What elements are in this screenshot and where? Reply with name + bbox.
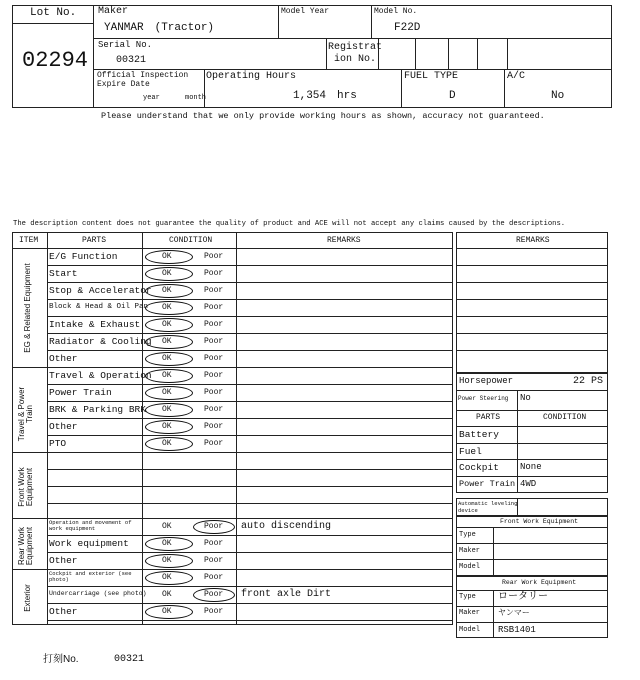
horsepower-value: 22 PS: [573, 376, 604, 387]
part-label: Work equipment: [49, 537, 129, 549]
ok-circle-mark: [145, 369, 193, 383]
ok-option: OK: [162, 251, 172, 261]
remark-text: front axle Dirt: [241, 588, 332, 600]
part-label: Intake & Exhaust: [49, 318, 141, 330]
right-remarks-header: REMARKS: [516, 236, 550, 245]
part-label: E/G Function: [49, 250, 118, 262]
poor-circle-mark: [193, 520, 235, 534]
group-rear-line2: Equipment: [25, 526, 35, 566]
poor-option: Poor: [204, 555, 224, 565]
ok-circle-mark: [145, 403, 193, 417]
ok-option: OK: [162, 285, 172, 295]
group-exterior: Exterior: [23, 584, 32, 612]
stamp-no-label: 打刻No.: [43, 654, 79, 665]
rear-maker-label: Maker: [459, 609, 481, 617]
ok-circle-mark: [145, 420, 193, 434]
poor-option: Poor: [204, 353, 224, 363]
right-remarks-box: [456, 232, 608, 373]
group-rear-line1: Rear Work: [17, 526, 26, 566]
part-label: Start: [49, 267, 78, 279]
poor-option: Poor: [204, 521, 224, 531]
fuel-label: Fuel: [459, 446, 482, 457]
year-label: year: [143, 94, 160, 102]
part-label: Other: [49, 554, 78, 566]
part-label: Stop & Accelerator: [49, 284, 152, 296]
poor-option: Poor: [204, 438, 224, 448]
group-travel-line1: Travel & Power: [17, 386, 26, 442]
serial-label: Serial No.: [98, 40, 153, 50]
part-label: Radiator & Cooling: [49, 335, 152, 347]
poor-option: Poor: [204, 387, 224, 397]
registration-label-2: ion No.: [334, 54, 377, 65]
front-maker-label: Maker: [459, 547, 481, 555]
group-front-line2: Equipment: [25, 467, 35, 507]
rear-work-header: Rear Work Equipment: [502, 579, 577, 586]
col-condition-header: CONDITION: [169, 236, 213, 245]
part-label: PTO: [49, 437, 67, 449]
remark-text: auto discending: [241, 520, 332, 532]
part-label: BRK & Parking BRK: [49, 403, 146, 415]
part-label: Cockpit and exterior (see photo): [49, 570, 132, 584]
serial-value: 00321: [116, 55, 147, 66]
poor-option: Poor: [204, 572, 224, 582]
ok-option: OK: [162, 387, 172, 397]
fuel-type-value: D: [449, 90, 456, 102]
model-year-label: Model Year: [281, 7, 330, 16]
part-label: Undercarriage (see photo): [49, 590, 147, 598]
maker-value: YANMAR (Tractor): [104, 22, 215, 34]
ok-circle-mark: [145, 250, 193, 264]
ok-circle-mark: [145, 605, 193, 619]
ok-circle-mark: [145, 352, 193, 366]
disclaimer: The description content does not guarantee the quality of product and ACE will not accept any claims caused by the descriptions.: [13, 220, 566, 228]
ok-option: OK: [162, 421, 172, 431]
part-label: Other: [49, 352, 78, 364]
rear-type-value: ロータリー: [498, 591, 548, 602]
spec-parts-header: PARTS: [476, 413, 501, 422]
poor-circle-mark: [193, 588, 235, 602]
lot-no-label: Lot No.: [30, 7, 77, 19]
part-label: Other: [49, 605, 78, 617]
poor-option: Poor: [204, 370, 224, 380]
front-work-header: Front Work Equipment: [500, 518, 579, 525]
inspection-label-2: Expire Date: [97, 80, 150, 89]
ok-circle-mark: [145, 318, 193, 332]
ok-option: OK: [162, 319, 172, 329]
poor-option: Poor: [204, 285, 224, 295]
ok-option: OK: [162, 336, 172, 346]
group-eg: EG & Related Equipment: [23, 263, 32, 353]
poor-option: Poor: [204, 268, 224, 278]
ok-circle-mark: [145, 301, 193, 315]
ac-label: A/C: [507, 71, 526, 82]
ok-circle-mark: [145, 284, 193, 298]
ok-circle-mark: [145, 267, 193, 281]
poor-option: Poor: [204, 251, 224, 261]
ok-option: OK: [162, 521, 172, 531]
lot-no-value: 02294: [22, 48, 89, 73]
model-no-label: Model No.: [374, 7, 418, 16]
auto-leveling-label-1: Automatic leveling: [458, 500, 518, 507]
group-front-line1: Front Work: [17, 467, 26, 507]
front-type-label: Type: [459, 531, 476, 539]
hours-label: Operating Hours: [206, 71, 297, 82]
ok-circle-mark: [145, 537, 193, 551]
poor-option: Poor: [204, 319, 224, 329]
hours-note: Please understand that we only provide working hours as shown, accuracy not guaranteed.: [101, 111, 545, 121]
maker-label: Maker: [98, 6, 129, 17]
ok-option: OK: [162, 370, 172, 380]
battery-label: Battery: [459, 429, 499, 440]
poor-option: Poor: [204, 606, 224, 616]
rear-type-label: Type: [459, 593, 476, 601]
poor-option: Poor: [204, 421, 224, 431]
part-label: Block & Head & Oil Pan: [49, 302, 149, 311]
inspection-label-1: Official Inspection: [97, 71, 189, 80]
front-model-label: Model: [459, 563, 481, 571]
ok-option: OK: [162, 606, 172, 616]
part-label: Operation and movement of work equipment: [49, 519, 132, 533]
group-travel: [18, 374, 42, 454]
registration-label-1: Registrat: [328, 42, 383, 53]
poor-option: Poor: [204, 302, 224, 312]
poor-option: Poor: [204, 336, 224, 346]
hours-value: 1,354 hrs: [293, 90, 357, 102]
ok-option: OK: [162, 268, 172, 278]
ok-option: OK: [162, 302, 172, 312]
ok-option: OK: [162, 353, 172, 363]
power-steering-label: Power Steering: [458, 395, 509, 402]
ok-circle-mark: [145, 571, 193, 585]
ok-option: OK: [162, 438, 172, 448]
cockpit-label: Cockpit: [459, 462, 499, 473]
cockpit-value: None: [520, 462, 542, 472]
rear-model-value: RSB1401: [498, 625, 536, 635]
model-no-value: F22D: [394, 22, 421, 34]
part-label: Other: [49, 420, 78, 432]
ok-circle-mark: [145, 386, 193, 400]
ac-value: No: [551, 90, 565, 102]
poor-option: Poor: [204, 538, 224, 548]
ok-option: OK: [162, 555, 172, 565]
col-remarks-header: REMARKS: [327, 236, 361, 245]
poor-option: Poor: [204, 589, 224, 599]
ok-option: OK: [162, 538, 172, 548]
horsepower-label: Horsepower: [459, 376, 514, 386]
col-item-header: ITEM: [19, 236, 39, 245]
power-steering-value: No: [520, 393, 531, 403]
fuel-type-label: FUEL TYPE: [404, 71, 459, 82]
poor-option: Poor: [204, 404, 224, 414]
part-label: Travel & Operation: [49, 369, 152, 381]
rear-maker-value: ヤンマー: [498, 608, 530, 617]
spec-condition-header: CONDITION: [543, 413, 587, 422]
group-travel-line2: Train: [25, 405, 35, 423]
stamp-no-value: 00321: [114, 654, 145, 665]
power-train-value: 4WD: [520, 479, 537, 489]
ok-option: OK: [162, 572, 172, 582]
col-parts-header: PARTS: [82, 236, 107, 245]
ok-option: OK: [162, 404, 172, 414]
rear-model-label: Model: [459, 626, 481, 634]
month-label: month: [185, 94, 207, 102]
power-train-label: Power Train: [459, 479, 516, 489]
ok-option: OK: [162, 589, 172, 599]
ok-circle-mark: [145, 335, 193, 349]
part-label: Power Train: [49, 386, 112, 398]
ok-circle-mark: [145, 554, 193, 568]
auto-leveling-label-2: device: [458, 507, 478, 514]
ok-circle-mark: [145, 437, 193, 451]
